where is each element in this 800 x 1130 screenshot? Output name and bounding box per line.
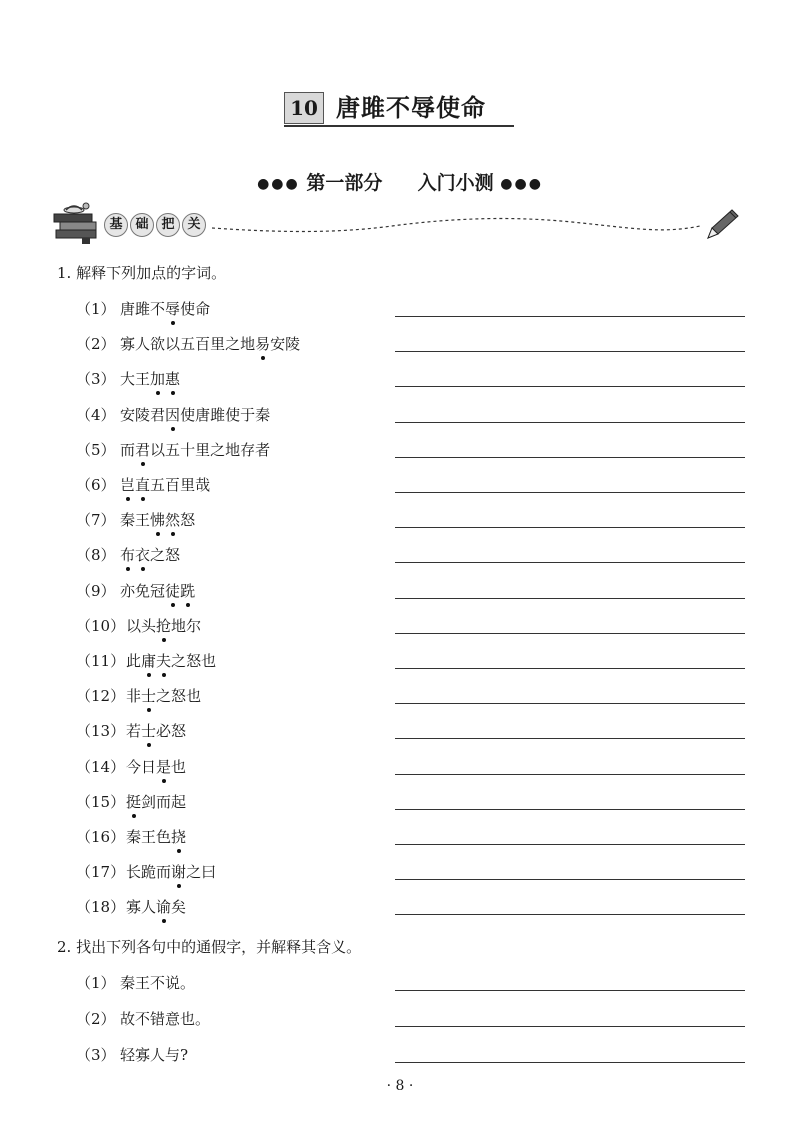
basics-banner — [52, 200, 752, 250]
answer-line[interactable] — [395, 844, 745, 845]
answer-line[interactable] — [395, 914, 745, 915]
dotted-char: 因 — [165, 406, 181, 424]
sentence-char: 欲 — [150, 335, 166, 353]
vocab-item — [76, 580, 195, 604]
sentence-char: 秦 — [120, 511, 136, 529]
sentence-char: 冠 — [150, 582, 166, 600]
dotted-char: 然 — [165, 511, 181, 529]
vocab-item — [76, 439, 270, 463]
dotted-char: 谢 — [171, 863, 187, 881]
sentence-char: 头 — [141, 617, 157, 635]
item-number: （4） — [76, 406, 116, 424]
item-number: （16） — [76, 828, 126, 846]
vocab-item — [76, 368, 180, 392]
dotted-char: 抢 — [156, 617, 172, 635]
answer-line[interactable] — [395, 386, 745, 387]
item-number: （17） — [76, 863, 126, 881]
item-number: （1） — [76, 300, 116, 318]
dotted-char: 庸 — [141, 652, 157, 670]
answer-line[interactable] — [395, 809, 745, 810]
item-number: （2） — [76, 335, 116, 353]
sentence-char: 于 — [240, 406, 256, 424]
dotted-char: 易 — [255, 335, 271, 353]
dotted-char: 是 — [156, 758, 172, 776]
sentence-char: 也 — [186, 687, 202, 705]
badge-char: 基 — [104, 213, 128, 237]
sentence-char: 若 — [126, 722, 142, 740]
dotted-char: 怫 — [150, 511, 166, 529]
sentence-char: 王 — [141, 828, 157, 846]
item-number: （15） — [76, 793, 126, 811]
wavy-divider — [212, 210, 702, 240]
vocab-item — [76, 404, 270, 428]
item-number: （12） — [76, 687, 126, 705]
vocab-item — [76, 756, 186, 780]
dotted-char: 直 — [135, 476, 151, 494]
sentence-char: 怒 — [171, 722, 187, 740]
sentence-char: 长 — [126, 863, 142, 881]
sentence-char: 以 — [126, 617, 142, 635]
item-number: （2） — [76, 1010, 116, 1028]
tongjia-item — [76, 1008, 210, 1032]
sentence-char: 之 — [225, 335, 241, 353]
vocab-item — [76, 791, 186, 815]
sentence-char: 人 — [135, 335, 151, 353]
answer-line[interactable] — [395, 738, 745, 739]
sentence-char: 地 — [225, 441, 241, 459]
sentence-char: 哉 — [195, 476, 211, 494]
sentence-char: 怒 — [171, 687, 187, 705]
tongjia-item — [76, 1044, 188, 1068]
banner-badges — [104, 213, 208, 239]
item-number: （13） — [76, 722, 126, 740]
question-2-heading: 2. 找出下列各句中的通假字，并解释其含义。 — [57, 938, 362, 956]
sentence-char: 必 — [156, 722, 172, 740]
sentence-char: 起 — [171, 793, 187, 811]
answer-line[interactable] — [395, 422, 745, 423]
sentence-char: 而 — [120, 441, 136, 459]
sentence-char: 免 — [135, 582, 151, 600]
item-number: （7） — [76, 511, 116, 529]
sentence-char: 命 — [195, 300, 211, 318]
dotted-char: 挠 — [171, 828, 187, 846]
answer-line[interactable] — [395, 457, 745, 458]
dotted-char: 辱 — [165, 300, 181, 318]
item-number: （18） — [76, 898, 126, 916]
dotted-char: 谕 — [156, 898, 172, 916]
sentence-char: 寡 — [126, 898, 142, 916]
item-number: （11） — [76, 652, 126, 670]
answer-line[interactable] — [395, 703, 745, 704]
sentence-char: 以 — [150, 441, 166, 459]
sentence-char: 陵 — [135, 406, 151, 424]
answer-line[interactable] — [395, 316, 745, 317]
sentence-char: 日 — [141, 758, 157, 776]
sentence-char: 里 — [195, 441, 211, 459]
answer-line[interactable] — [395, 990, 745, 991]
sentence-char: 里 — [210, 335, 226, 353]
sentence-char: 而 — [156, 863, 172, 881]
item-number: （6） — [76, 476, 116, 494]
sentence-char: 百 — [195, 335, 211, 353]
sentence-char: 秦 — [255, 406, 271, 424]
sentence-char: 安 — [120, 406, 136, 424]
dotted-char: 挺 — [126, 793, 142, 811]
answer-line[interactable] — [395, 1062, 745, 1063]
sentence-char: 百 — [165, 476, 181, 494]
sentence-char: 之 — [171, 652, 187, 670]
sentence-char: 王 — [135, 370, 151, 388]
sentence-char: 怒 — [180, 511, 196, 529]
sentence-char: 雎 — [135, 300, 151, 318]
sentence-char: 怒 — [165, 546, 181, 564]
sentence-char: 者 — [255, 441, 271, 459]
section-name: 入门小测 — [417, 172, 494, 194]
vocab-item — [76, 861, 216, 885]
sentence-char: 唐 — [120, 300, 136, 318]
dotted-char: 士 — [141, 722, 157, 740]
section-header — [0, 168, 800, 195]
sentence-char: 非 — [126, 687, 142, 705]
sentence-char: 十 — [180, 441, 196, 459]
vocab-item — [76, 685, 201, 709]
answer-line[interactable] — [395, 492, 745, 493]
item-sentence: 故不错意也。 — [120, 1010, 211, 1028]
sentence-char: 此 — [126, 652, 142, 670]
section-dots-right: ●●● — [500, 176, 543, 192]
page-number: · 8 · — [386, 1078, 414, 1094]
sentence-char: 矣 — [171, 898, 187, 916]
sentence-char: 存 — [240, 441, 256, 459]
item-number: （9） — [76, 582, 116, 600]
sentence-char: 剑 — [141, 793, 157, 811]
sentence-char: 五 — [180, 335, 196, 353]
question-1-heading: 1. 解释下列加点的字词。 — [57, 264, 227, 282]
badge-char: 础 — [130, 213, 154, 237]
sentence-char: 之 — [156, 687, 172, 705]
sentence-char: 色 — [156, 828, 172, 846]
item-number: （5） — [76, 441, 116, 459]
sentence-char: 君 — [150, 406, 166, 424]
vocab-item — [76, 509, 195, 533]
sentence-char: 唐 — [195, 406, 211, 424]
books-icon — [52, 200, 106, 246]
vocab-item — [76, 896, 186, 920]
title-underline — [284, 125, 514, 127]
sentence-char: 里 — [180, 476, 196, 494]
dotted-char: 君 — [135, 441, 151, 459]
item-number: （10） — [76, 617, 126, 635]
answer-line[interactable] — [395, 562, 745, 563]
sentence-char: 跪 — [141, 863, 157, 881]
badge-char: 把 — [156, 213, 180, 237]
answer-line[interactable] — [395, 351, 745, 352]
sentence-char: 王 — [135, 511, 151, 529]
answer-line[interactable] — [395, 527, 745, 528]
dotted-char: 衣 — [135, 546, 151, 564]
sentence-char: 地 — [240, 335, 256, 353]
dotted-char: 夫 — [156, 652, 172, 670]
dotted-char: 徒 — [165, 582, 181, 600]
sentence-char: 陵 — [285, 335, 301, 353]
sentence-char: 尔 — [186, 617, 202, 635]
section-dots-left: ●●● — [257, 176, 300, 192]
vocab-item — [76, 720, 186, 744]
sentence-char: 人 — [141, 898, 157, 916]
vocab-item — [76, 544, 180, 568]
lesson-title — [284, 92, 516, 128]
sentence-char: 怒 — [186, 652, 202, 670]
tongjia-item — [76, 972, 195, 996]
sentence-char: 秦 — [126, 828, 142, 846]
answer-line[interactable] — [395, 633, 745, 634]
vocab-item — [76, 474, 210, 498]
sentence-char: 之 — [186, 863, 202, 881]
sentence-char: 以 — [165, 335, 181, 353]
item-sentence: 轻寡人与? — [120, 1046, 189, 1064]
item-number: （1） — [76, 974, 116, 992]
sentence-char: 雎 — [210, 406, 226, 424]
answer-line[interactable] — [395, 774, 745, 775]
sentence-char: 地 — [171, 617, 187, 635]
dotted-char: 士 — [141, 687, 157, 705]
badge-char: 关 — [182, 213, 206, 237]
sentence-char: 大 — [120, 370, 136, 388]
sentence-char: 也 — [201, 652, 217, 670]
item-number: （3） — [76, 1046, 116, 1064]
vocab-item — [76, 826, 186, 850]
sentence-char: 今 — [126, 758, 142, 776]
sentence-char: 不 — [150, 300, 166, 318]
sentence-char: 安 — [270, 335, 286, 353]
dotted-char: 跣 — [180, 582, 196, 600]
sentence-char: 使 — [180, 300, 196, 318]
dotted-char: 加 — [150, 370, 166, 388]
vocab-item — [76, 333, 300, 357]
sentence-char: 曰 — [201, 863, 217, 881]
sentence-char: 寡 — [120, 335, 136, 353]
section-part: 第一部分 — [306, 172, 383, 194]
sentence-char: 使 — [180, 406, 196, 424]
lesson-number: 10 — [284, 92, 324, 124]
vocab-item — [76, 615, 201, 639]
pencil-icon — [702, 204, 742, 244]
sentence-char: 五 — [150, 476, 166, 494]
lesson-title-text: 唐雎不辱使命 — [336, 93, 486, 122]
answer-line[interactable] — [395, 1026, 745, 1027]
sentence-char: 而 — [156, 793, 172, 811]
sentence-char: 使 — [225, 406, 241, 424]
sentence-char: 亦 — [120, 582, 136, 600]
answer-line[interactable] — [395, 598, 745, 599]
answer-line[interactable] — [395, 668, 745, 669]
answer-line[interactable] — [395, 879, 745, 880]
item-number: （14） — [76, 758, 126, 776]
dotted-char: 惠 — [165, 370, 181, 388]
sentence-char: 之 — [150, 546, 166, 564]
item-sentence: 秦王不说。 — [120, 974, 196, 992]
vocab-item — [76, 650, 216, 674]
dotted-char: 布 — [120, 546, 136, 564]
sentence-char: 五 — [165, 441, 181, 459]
sentence-char: 也 — [171, 758, 187, 776]
dotted-char: 岂 — [120, 476, 136, 494]
vocab-item — [76, 298, 210, 322]
item-number: （8） — [76, 546, 116, 564]
sentence-char: 之 — [210, 441, 226, 459]
item-number: （3） — [76, 370, 116, 388]
